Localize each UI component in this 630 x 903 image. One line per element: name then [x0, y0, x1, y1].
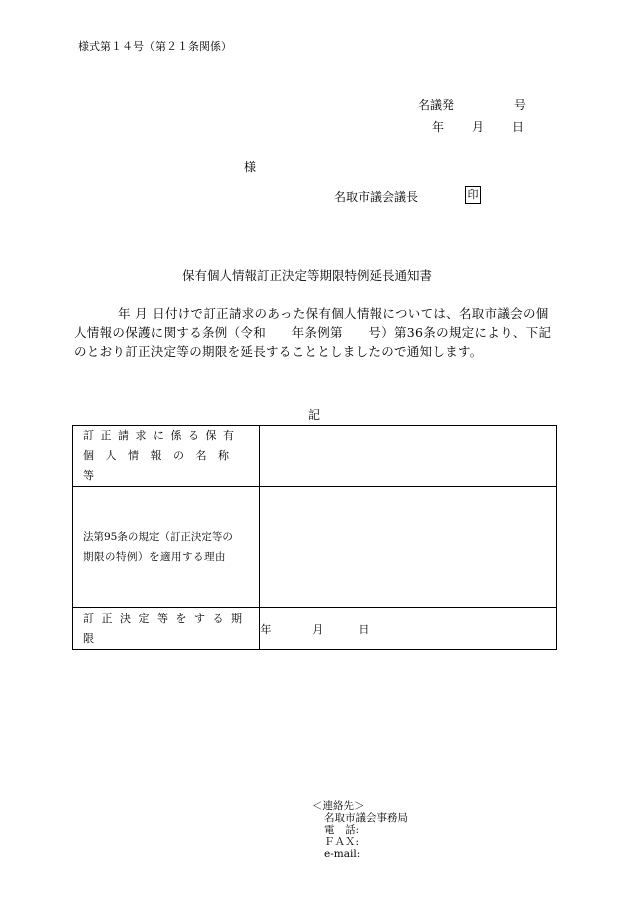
row3-label: 訂正決定等をする期限 — [83, 611, 250, 645]
contact-office: 名取市議会事務局 — [324, 812, 408, 824]
detail-table — [72, 425, 557, 650]
document-date-year: 年 — [432, 120, 445, 134]
deadline-month: 月 — [312, 622, 324, 636]
contact-heading: ＜連絡先＞ — [312, 800, 365, 812]
document-number — [418, 96, 526, 113]
deadline-day: 日 — [358, 622, 370, 636]
document-title: 保有個人情報訂正決定等期限特例延長通知書 — [182, 268, 433, 283]
document-date-day: 日 — [512, 120, 525, 134]
row2-value-cell[interactable] — [260, 487, 557, 608]
row2-label-line1: 法第95条の規定（訂正決定等の — [83, 531, 233, 543]
document-date — [432, 118, 524, 135]
seal-mark: 印 — [465, 186, 481, 204]
row3-value-cell[interactable] — [260, 608, 557, 650]
recipient-honorific: 様 — [244, 160, 257, 174]
table-label-cell — [73, 608, 260, 650]
row1-label-line1: 訂正請求に係る保有 — [83, 429, 241, 442]
row2-label-line2: 期限の特例）を適用する理由 — [83, 551, 226, 563]
document-number-suffix: 号 — [514, 98, 527, 112]
contact-block — [312, 800, 408, 860]
document-date-month: 月 — [472, 120, 485, 134]
table-label-cell — [73, 426, 260, 487]
sender-name: 名取市議会議長 — [334, 190, 419, 204]
row1-label-line2: 個人情報の名称等 — [83, 449, 241, 482]
body-text: 年 月 日付けで訂正請求のあった保有個人情報については、名取市議会の個人情報の保護に関する条例（令和 年条例第 号）第36条の規定により、下記のとおり訂正決定等の期限を延長することとしましたので通知します。 — [74, 306, 552, 359]
table-row — [73, 608, 557, 650]
table-row — [73, 487, 557, 608]
document-number-prefix: 名議発 — [418, 98, 455, 112]
contact-fax: ＦＡＸ: — [324, 836, 360, 848]
table-row — [73, 426, 557, 487]
table-label-cell — [73, 487, 260, 608]
ki-heading: 記 — [308, 408, 321, 422]
row1-value-cell[interactable] — [260, 426, 557, 487]
contact-phone: 電 話: — [324, 824, 360, 836]
deadline-year: 年 — [260, 622, 272, 636]
contact-email: e-mail: — [324, 848, 361, 860]
form-number: 様式第１４号（第２１条関係） — [78, 40, 232, 53]
